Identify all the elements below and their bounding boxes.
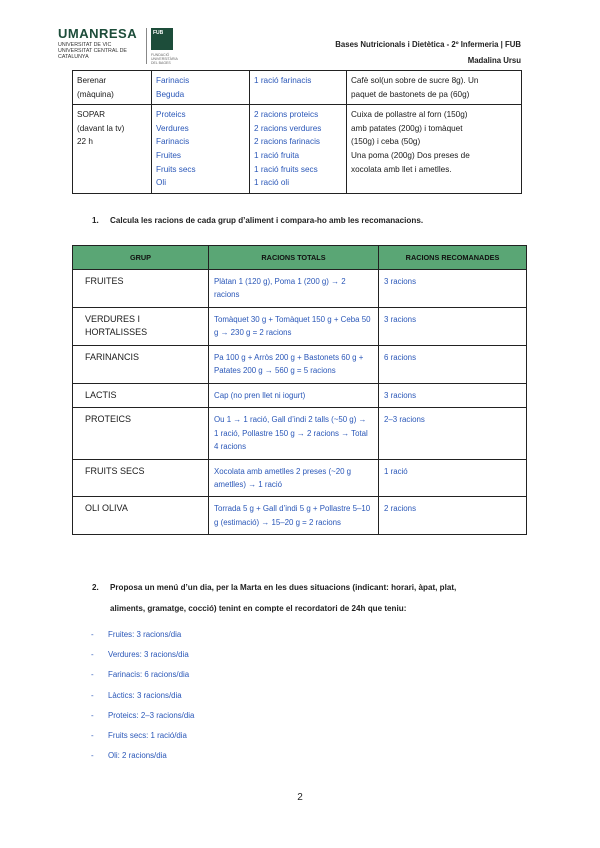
servings-comparison-table (72, 245, 527, 535)
table-row (73, 71, 522, 105)
bullet: - (91, 690, 94, 700)
column-header: GRUP (73, 246, 209, 270)
recommendations-list (91, 625, 194, 766)
description-cell: Cafè sol(un sobre de sucre 8g). Un paquet de bastonets de pa (60g) (347, 71, 522, 105)
total-cell: Tomàquet 30 g + Tomàquet 150 g + Ceba 50 g → 230 g = 2 racions (209, 307, 379, 345)
bullet: - (91, 630, 94, 639)
question-number: 1. (92, 216, 99, 225)
list-item: - Verdures: 3 racions/dia (91, 645, 194, 665)
question-text-line1: Proposa un menú d’un dia, per la Marta en les dues situacions (indicant: horari, àpat, plat, (110, 583, 457, 592)
university-logo (58, 26, 178, 68)
table-row (73, 383, 527, 408)
page-header (335, 40, 521, 65)
bullet: - (91, 650, 94, 660)
group-cell: LACTIS (73, 383, 209, 408)
portions-cell: 2 racions proteics 2 racions verdures 2 racions farinacis 1 ració fruita 1 ració fruits secs 1 ració oli (250, 105, 347, 194)
question-text-line2: aliments, gramatge, cocció) tenint en compte el recordatori de 24h que teniu: (110, 604, 407, 613)
groups-cell: Farinacis Beguda (152, 71, 250, 105)
bullet: - (91, 751, 94, 761)
total-cell: Xocolata amb ametlles 2 preses (~20 g ametlles) → 1 ració (209, 459, 379, 497)
logo-divider (146, 28, 147, 64)
recommended-cell: 3 racions (379, 307, 527, 345)
list-item: - Fruits secs: 1 ració/dia (91, 726, 194, 746)
page-number: 2 (297, 792, 303, 803)
portions-cell: 1 ració farinacis (250, 71, 347, 105)
recommended-cell: 3 racions (379, 383, 527, 408)
course-title: Bases Nutricionals i Dietètica - 2º Infermeria | FUB (335, 40, 521, 49)
logo-subtitle: UNIVERSITAT DE VIC UNIVERSITAT CENTRAL DE CATALUNYA (58, 42, 127, 61)
table-row (73, 346, 527, 384)
table-row (73, 459, 527, 497)
recommended-cell: 2–3 racions (379, 408, 527, 459)
bullet: - (91, 710, 94, 720)
column-header: RACIONS RECOMANADES (379, 246, 527, 270)
list-item: - Farinacis: 6 racions/dia (91, 665, 194, 685)
recommended-cell: 1 ració (379, 459, 527, 497)
question-text: Calcula les racions de cada grup d’aliment i compara-ho amb les recomanacions. (110, 216, 424, 225)
logo-brand: UMANRESA (58, 26, 138, 41)
group-cell: FRUITS SECS (73, 459, 209, 497)
table-row (73, 270, 527, 308)
description-cell: Cuixa de pollastre al forn (150g) amb patates (200g) i tomàquet (150g) i ceba (50g) Una poma (200g) Dos preses de xocolata amb llet i ametlles. (347, 105, 522, 194)
total-cell: Cap (no pren llet ni iogurt) (209, 383, 379, 408)
question-2 (92, 577, 532, 619)
table-row (73, 497, 527, 535)
table-row (73, 408, 527, 459)
bullet: - (91, 670, 94, 680)
question-number: 2. (92, 583, 99, 592)
recommended-cell: 6 racions (379, 346, 527, 384)
list-item: - Oli: 2 racions/dia (91, 746, 194, 766)
table-row (73, 105, 522, 194)
group-cell: PROTEICS (73, 408, 209, 459)
bullet: - (91, 730, 94, 740)
total-cell: Pa 100 g + Arròs 200 g + Bastonets 60 g + Patates 200 g → 560 g = 5 racions (209, 346, 379, 384)
list-item: - Fruites: 3 racions/dia (91, 625, 194, 645)
meal-recall-table (72, 70, 522, 194)
total-cell: Ou 1 → 1 ració, Gall d’indi 2 talls (~50 g) → 1 ració, Pollastre 150 g → 2 racions → Total 4 racions (209, 408, 379, 459)
recommended-cell: 3 racions (379, 270, 527, 308)
recommended-cell: 2 racions (379, 497, 527, 535)
total-cell: Torrada 5 g + Gall d’indi 5 g + Pollastre 5–10 g (estimació) → 15–20 g = 2 racions (209, 497, 379, 535)
group-cell: OLI OLIVA (73, 497, 209, 535)
question-1 (92, 210, 423, 232)
table-header-row (73, 246, 527, 270)
group-cell: VERDURES I HORTALISSES (73, 307, 209, 345)
fub-subtitle: FUNDACIÓ UNIVERSITÀRIA DEL BAGES (151, 53, 178, 65)
list-item: - Proteics: 2–3 racions/dia (91, 706, 194, 726)
total-cell: Plàtan 1 (120 g), Poma 1 (200 g) → 2 racions (209, 270, 379, 308)
author-name: Madalina Ursu (467, 56, 521, 65)
fub-logo: FUB (151, 28, 173, 50)
groups-cell: Proteics Verdures Farinacis Fruites Fruits secs Oli (152, 105, 250, 194)
table-row (73, 307, 527, 345)
group-cell: FARINANCIS (73, 346, 209, 384)
meal-cell: Berenar (màquina) (73, 71, 152, 105)
list-item: - Làctics: 3 racions/dia (91, 686, 194, 706)
column-header: RACIONS TOTALS (209, 246, 379, 270)
meal-cell: SOPAR (davant la tv) 22 h (73, 105, 152, 194)
group-cell: FRUITES (73, 270, 209, 308)
